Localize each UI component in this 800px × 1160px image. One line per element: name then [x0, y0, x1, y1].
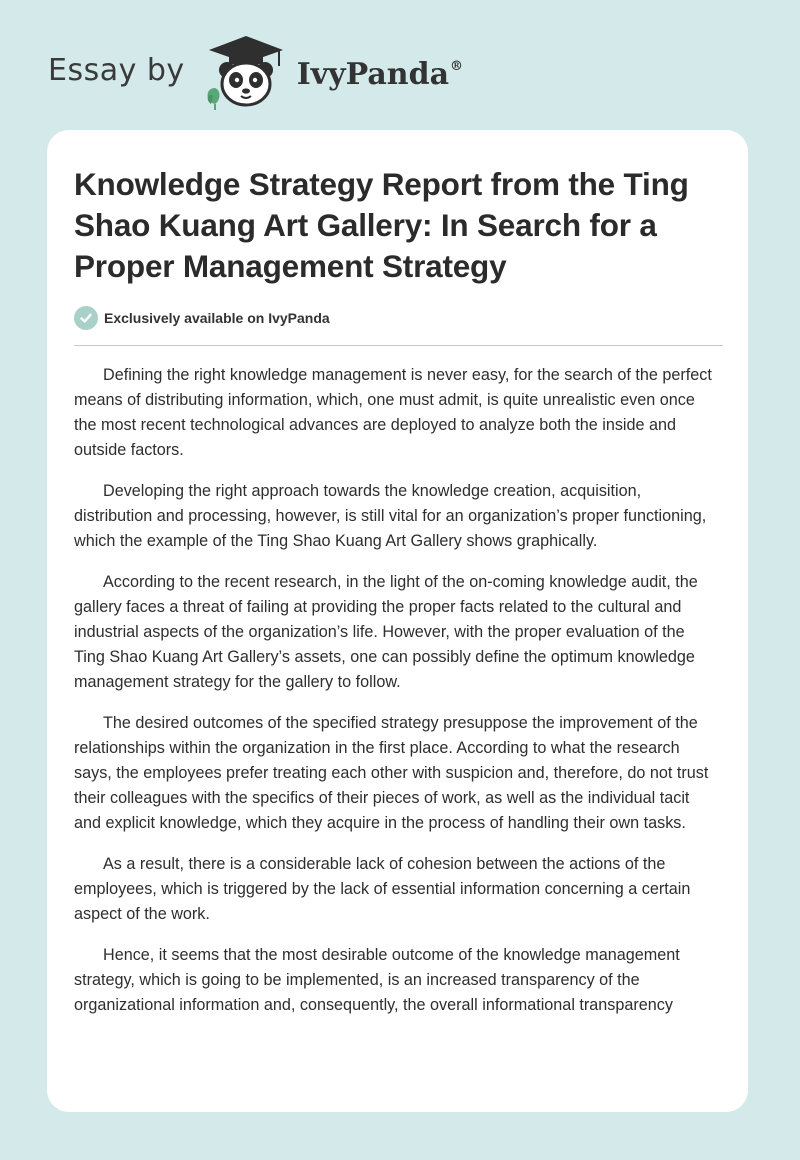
- registered-mark: ®: [450, 58, 464, 74]
- brand-text: IvyPanda: [296, 56, 450, 92]
- article-body: [74, 363, 719, 1034]
- paragraph-4: The desired outcomes of the specified strategy presuppose the improvement of the relationships within the organization in the first place. According to what the research says, the employees prefer treating each other with suspicion and, therefore, do not trust their colleagues with the specifics of their pieces of work, as well as the individual tacit and explicit knowledge, which they acquire in the process of handling their own tasks.: [74, 714, 709, 832]
- check-icon: [74, 306, 98, 330]
- site-header: [48, 30, 463, 110]
- essay-by-label: Essay by: [48, 52, 185, 88]
- article-title: Knowledge Strategy Report from the Ting Shao Kuang Art Gallery: In Search for a Proper Management Strategy: [74, 166, 689, 284]
- paragraph-2: Developing the right approach towards the knowledge creation, acquisition, distribution and processing, however, is still vital for an organization’s proper functioning, which the example of the Ting Shao Kuang Art Gallery shows graphically.: [74, 482, 707, 550]
- ivypanda-logo[interactable]: [199, 30, 293, 110]
- paragraph-6: Hence, it seems that the most desirable outcome of the knowledge management strategy, which is going to be implemented, is an increased transparency of the organizational information and, consequently, the overall informational transparency: [74, 946, 680, 1014]
- paragraph-3: According to the recent research, in the light of the on-coming knowledge audit, the gallery faces a threat of failing at providing the proper facts related to the cultural and industrial aspects of the organization’s life. However, with the proper evaluation of the Ting Shao Kuang Art Gallery’s assets, one can possibly define the optimum knowledge management strategy for the gallery to follow.: [74, 573, 698, 691]
- panda-mascot-icon: [199, 30, 293, 110]
- divider: [74, 345, 723, 346]
- brand-name[interactable]: [297, 57, 463, 92]
- paragraph-5: As a result, there is a considerable lack of cohesion between the actions of the employees, which is triggered by the lack of essential information concerning a certain aspect of the work.: [74, 855, 691, 923]
- article-card: [47, 130, 748, 1112]
- paragraph-1: Defining the right knowledge management is never easy, for the search of the perfect means of distributing information, which, one must admit, is quite unrealistic even once the most recent technological advances are deployed to analyze both the inside and outside factors.: [74, 366, 712, 459]
- exclusive-label: Exclusively available on IvyPanda: [104, 310, 330, 326]
- exclusive-badge: [74, 306, 330, 330]
